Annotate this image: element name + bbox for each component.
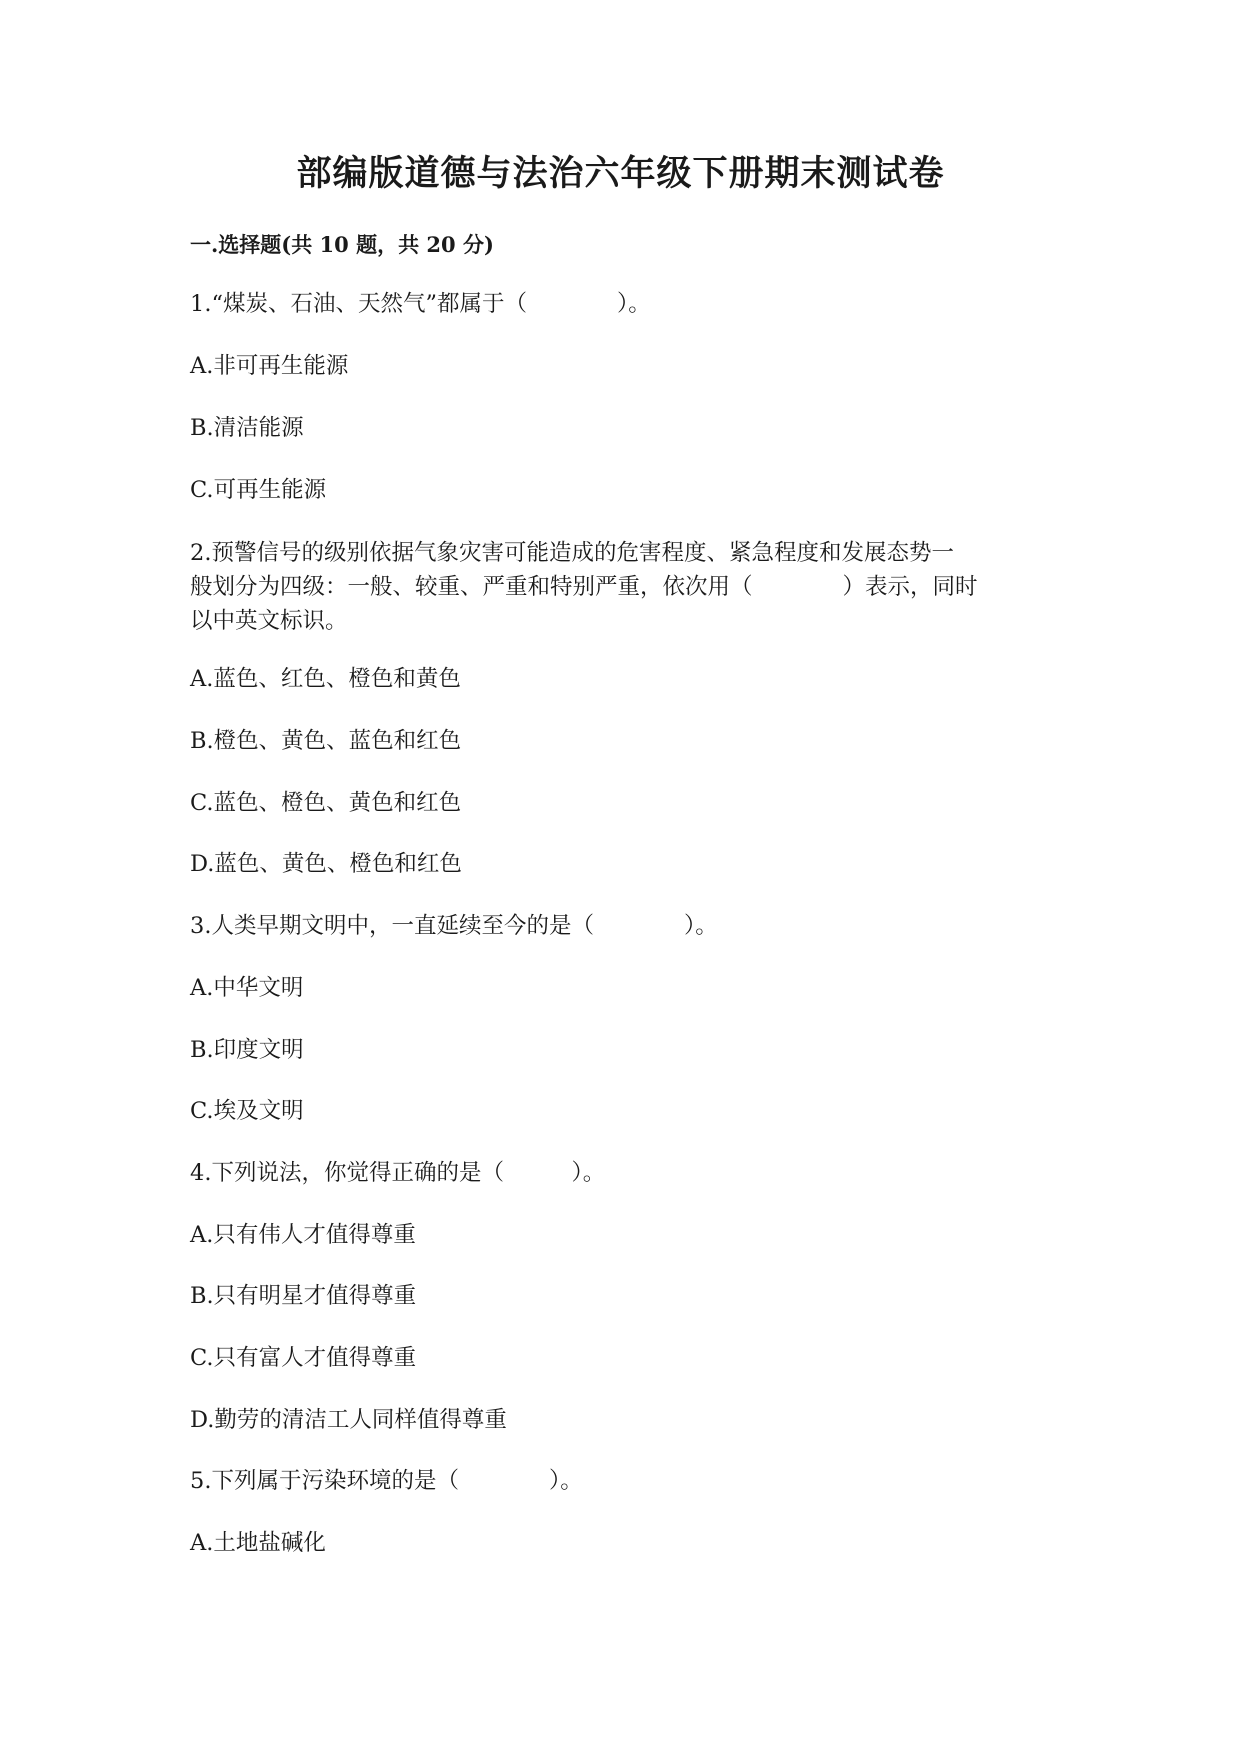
question-4-option-d: D.勤劳的清洁工人同样值得尊重 [190,1407,507,1433]
question-2-stem-line: 般划分为四级：一般、较重、严重和特别严重，依次用（ ）表示，同时 [190,574,978,600]
question-4-stem: 4.下列说法，你觉得正确的是（ ）。 [190,1160,606,1186]
question-1-stem: 1.“煤炭、石油、天然气”都属于（ ）。 [190,291,651,317]
question-2-stem [190,536,1050,638]
question-2-option-c: C.蓝色、橙色、黄色和红色 [190,790,462,816]
question-2-stem-line: 以中英文标识。 [190,608,348,634]
question-5-stem: 5.下列属于污染环境的是（ ）。 [190,1468,583,1494]
question-3-option-b: B.印度文明 [190,1037,304,1063]
question-4-option-b: B.只有明星才值得尊重 [190,1283,417,1309]
section-heading: 一.选择题(共 10 题，共 20 分) [190,232,494,257]
question-4-option-a: A.只有伟人才值得尊重 [190,1222,416,1248]
question-3-stem: 3.人类早期文明中，一直延续至今的是（ ）。 [190,913,718,939]
question-1-option-a: A.非可再生能源 [190,353,349,379]
question-2-option-b: B.橙色、黄色、蓝色和红色 [190,728,462,754]
page-title: 部编版道德与法治六年级下册期末测试卷 [296,153,945,194]
question-5-option-a: A.土地盐碱化 [190,1530,326,1556]
question-3-option-a: A.中华文明 [190,975,304,1001]
question-2-stem-line: 2.预警信号的级别依据气象灾害可能造成的危害程度、紧急程度和发展态势一 [190,540,954,566]
question-4-option-c: C.只有富人才值得尊重 [190,1345,417,1371]
question-1-option-b: B.清洁能源 [190,415,304,441]
question-3-option-c: C.埃及文明 [190,1098,304,1124]
question-2-option-a: A.蓝色、红色、橙色和黄色 [190,666,461,692]
question-1-option-c: C.可再生能源 [190,477,327,503]
question-2-option-d: D.蓝色、黄色、橙色和红色 [190,851,462,877]
